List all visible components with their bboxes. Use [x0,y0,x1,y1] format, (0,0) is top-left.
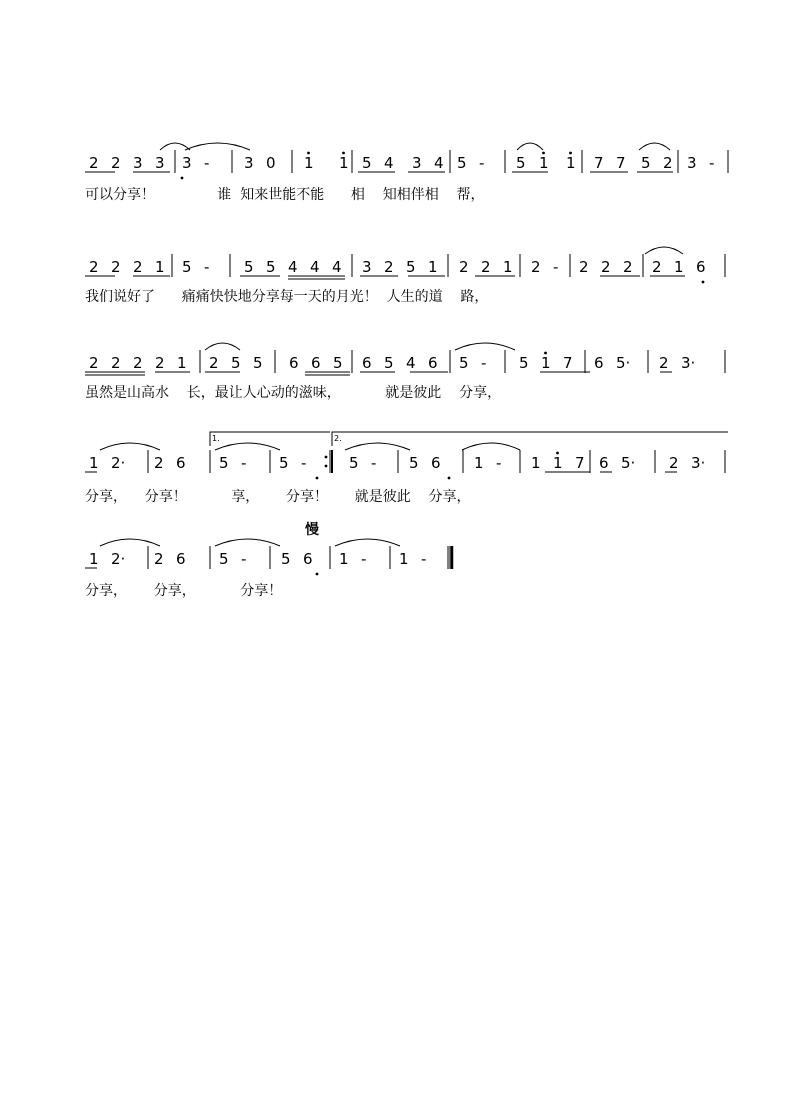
slur-7 [455,343,515,350]
note-5-3-2: - [241,550,247,568]
note-2-8-1: 2 [652,258,662,276]
note-2-4-1: 3 [362,258,372,276]
note-1-8-2: - [479,154,485,172]
note-1-1-1: 2 [89,154,99,172]
note-2-7-1: 2 [579,258,589,276]
note-2-6-1: 2 [531,258,541,276]
note-3-4-2: 5 [384,354,394,372]
note-3-6-2: 1 [541,354,551,372]
note-4-10-2: 3· [691,454,706,472]
lyrics-row-5: 分享， 分享， 分享！ [85,583,283,599]
note-4-9-1: 6 [599,454,609,472]
low-octave-dot-2 [702,281,705,284]
note-1-7-2: 4 [434,154,444,172]
note-4-4-1: 5 [279,454,289,472]
note-5-5-2: - [361,550,367,568]
note-2-3-3: 4 [288,258,298,276]
high-octave-dot [542,152,545,155]
note-2-3-4: 4 [310,258,320,276]
volta-second-label: 2. [334,434,342,443]
note-2-8-3: 6 [696,258,706,276]
note-2-1-3: 2 [133,258,143,276]
low-octave-dot-3 [316,477,319,480]
slur-5 [645,247,683,254]
note-3-1-1: 2 [89,354,99,372]
note-4-7-2: - [496,454,502,472]
note-1-4-1: 1 [304,154,314,172]
note-3-8-2: 3· [681,354,696,372]
note-3-1-3: 2 [133,354,143,372]
note-3-2-2: 5 [231,354,241,372]
note-2-4-3: 5 [406,258,416,276]
note-1-1-2: 2 [111,154,121,172]
note-3-6-1: 5 [519,354,529,372]
note-4-2-2: 6 [176,454,186,472]
note-2-4-4: 1 [428,258,438,276]
note-2-3-2: 5 [266,258,276,276]
slur-13 [215,539,280,546]
note-4-8-2: 1 [553,454,563,472]
note-2-1-4: 1 [155,258,165,276]
note-2-2-1: 5 [182,258,192,276]
note-5-1-1: 1 [89,550,99,568]
note-2-8-2: 1 [674,258,684,276]
note-3-2-1: 2 [209,354,219,372]
note-3-4-4: 6 [428,354,438,372]
note-5-2-2: 6 [176,550,186,568]
note-4-3-2: - [241,454,247,472]
note-2-1-1: 2 [89,258,99,276]
note-1-13-2: 2 [663,154,673,172]
note-5-3-1: 5 [219,550,229,568]
note-1-14-1: 3 [687,154,697,172]
note-2-3-1: 5 [244,258,254,276]
note-1-3-2: 0 [266,154,276,172]
note-1-7-1: 3 [412,154,422,172]
lyrics-row-3: 虽然是山高水 长，最让人心动的滋味， 就是彼此 分享， [85,385,502,401]
note-1-9-1: 5 [516,154,526,172]
slur-4 [639,143,670,150]
note-1-11-1: 1 [566,154,576,172]
note-1-14-2: - [709,154,715,172]
note-1-1-4: 3 [155,154,165,172]
repeat-dot-bottom [325,465,328,468]
slur-10 [345,443,410,450]
slur-11 [462,443,520,450]
lyrics-row-4: 分享， 分享！ 享， 分享！ 就是彼此 分享， [85,489,471,505]
note-3-4-3: 4 [406,354,416,372]
note-3-1-5: 1 [177,354,187,372]
note-3-5-2: - [481,354,487,372]
high-octave-dot [544,352,547,355]
note-3-2-3: 5 [253,354,263,372]
note-5-4-2: 6 [303,550,313,568]
tempo-mark: 慢 [305,522,319,538]
note-4-6-2: 6 [431,454,441,472]
note-1-2-2: - [204,154,210,172]
note-3-4-1: 6 [362,354,372,372]
note-4-5-1: 5 [349,454,359,472]
note-2-2-2: - [204,258,210,276]
note-2-1-2: 2 [111,258,121,276]
note-3-1-4: 2 [155,354,165,372]
note-2-7-3: 2 [623,258,633,276]
note-2-6-2: - [553,258,559,276]
note-3-5-1: 5 [459,354,469,372]
note-1-12-2: 7 [616,154,626,172]
note-4-1-1: 1 [89,454,99,472]
low-octave-dot-5 [316,573,319,576]
note-4-2-1: 2 [154,454,164,472]
high-octave-dot [569,152,572,155]
note-2-7-2: 2 [601,258,611,276]
slur-2 [185,143,250,150]
note-5-2-1: 2 [154,550,164,568]
note-5-6-1: 1 [399,550,409,568]
note-1-6-2: 4 [384,154,394,172]
note-1-13-1: 5 [641,154,651,172]
note-3-3-2: 6 [311,354,321,372]
note-1-2-1: 3 [182,154,192,172]
lyrics-row-1: 可以分享！ 谁 知来世能不能 相 知相伴相 帮， [85,187,485,203]
note-1-10-1: 1 [539,154,549,172]
note-1-6-1: 5 [362,154,372,172]
note-5-4-1: 5 [281,550,291,568]
note-3-3-3: 5 [333,354,343,372]
note-4-4-2: - [301,454,307,472]
slur-14 [335,539,400,546]
slur-8 [100,443,160,450]
note-1-12-1: 7 [594,154,604,172]
note-2-4-2: 2 [384,258,394,276]
note-3-7-2: 5· [616,354,631,372]
slur-3 [517,143,543,150]
note-1-3-1: 3 [244,154,254,172]
note-4-6-1: 5 [409,454,419,472]
lyrics-row-2: 我们说好了 痛痛快快地分享每一天的月光！ 人生的道 路， [85,289,489,305]
note-3-3-1: 6 [289,354,299,372]
note-1-8-1: 5 [457,154,467,172]
volta-first-bracket [210,432,330,446]
note-3-1-2: 2 [111,354,121,372]
note-5-1-2: 2· [111,550,126,568]
low-octave-dot-1 [181,177,184,180]
note-2-3-5: 4 [332,258,342,276]
high-octave-dot [556,452,559,455]
high-octave-dot [342,152,345,155]
note-5-5-1: 1 [339,550,349,568]
note-4-1-2: 2· [111,454,126,472]
high-octave-dot [307,152,310,155]
repeat-dot-top [325,456,328,459]
note-2-5-2: 2 [481,258,491,276]
note-3-7-1: 6 [594,354,604,372]
note-3-8-1: 2 [659,354,669,372]
note-4-5-2: - [371,454,377,472]
note-4-8-1: 1 [531,454,541,472]
low-octave-dot-4 [448,477,451,480]
slur-12 [100,539,160,546]
note-3-6-3: 7 [563,354,573,372]
note-4-3-1: 5 [219,454,229,472]
slur-1 [160,143,190,150]
note-2-5-1: 2 [459,258,469,276]
note-4-10-1: 2 [669,454,679,472]
note-5-6-2: - [421,550,427,568]
note-4-7-1: 1 [474,454,484,472]
note-4-9-2: 5· [621,454,636,472]
note-1-1-3: 3 [133,154,143,172]
volta-first-label: 1. [212,434,220,443]
note-1-5-1: 1 [339,154,349,172]
slur-6 [205,343,240,350]
note-4-8-3: 7 [575,454,585,472]
note-2-5-3: 1 [503,258,513,276]
slur-9 [215,443,280,450]
